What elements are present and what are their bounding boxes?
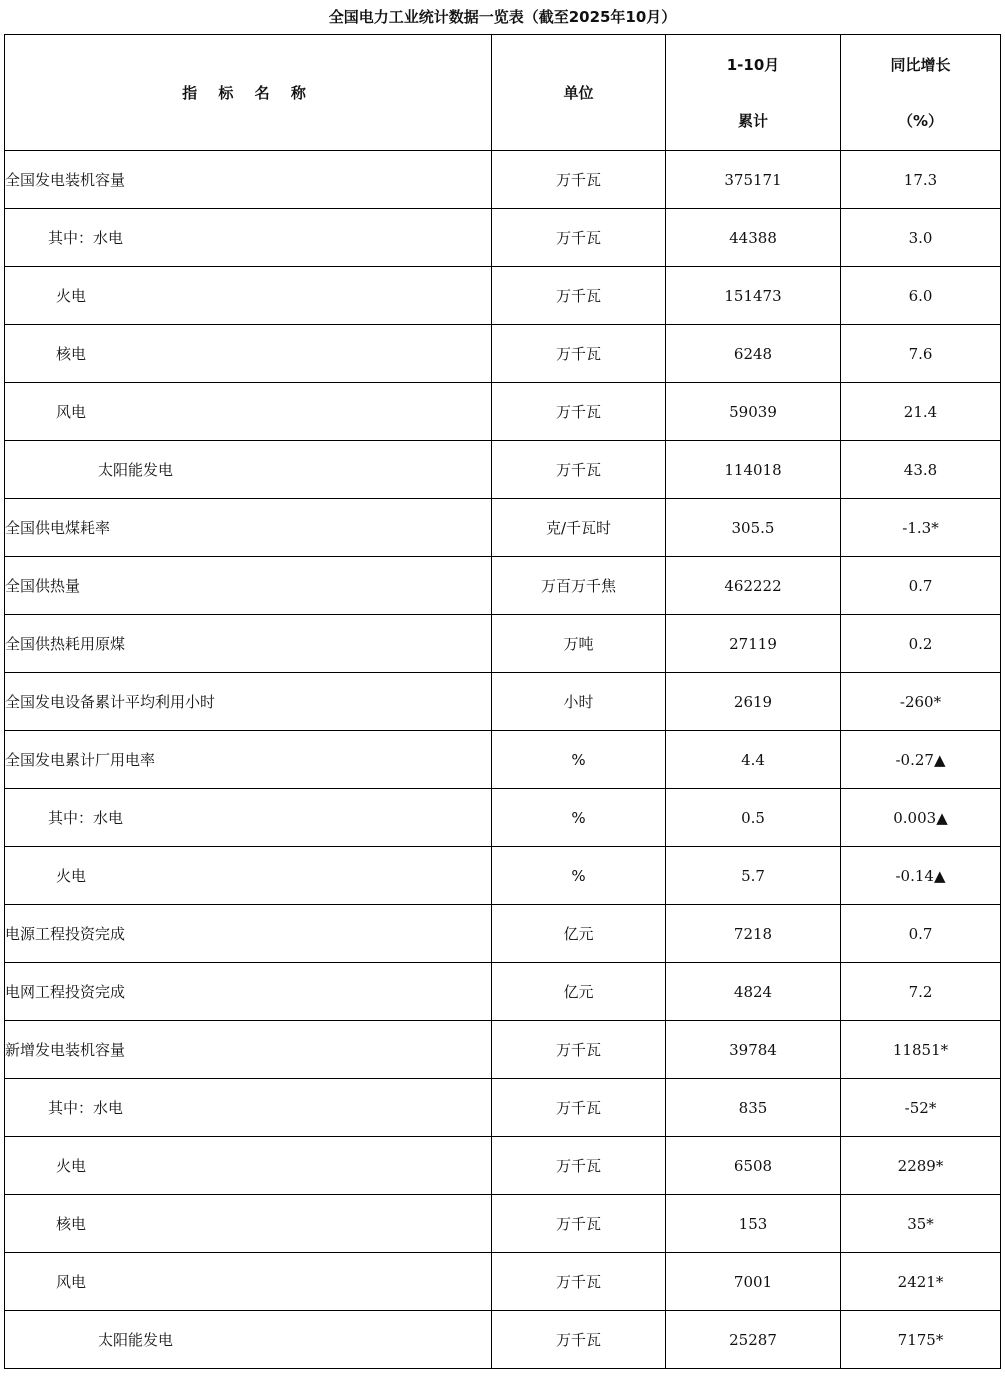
indicator-unit: % bbox=[492, 731, 666, 789]
yoy-growth: 7.6 bbox=[841, 325, 1001, 383]
cumulative-value: 6508 bbox=[666, 1137, 841, 1195]
table-row bbox=[5, 209, 1001, 267]
cumulative-value: 27119 bbox=[666, 615, 841, 673]
yoy-growth: 6.0 bbox=[841, 267, 1001, 325]
indicator-name: 其中：水电 bbox=[5, 1079, 492, 1137]
yoy-growth: 43.8 bbox=[841, 441, 1001, 499]
cumulative-value: 25287 bbox=[666, 1311, 841, 1369]
table-row bbox=[5, 441, 1001, 499]
yoy-growth: 17.3 bbox=[841, 151, 1001, 209]
table-row bbox=[5, 557, 1001, 615]
yoy-growth: -260* bbox=[841, 673, 1001, 731]
cumulative-value: 7218 bbox=[666, 905, 841, 963]
header-cumulative-label: 累计 bbox=[737, 111, 768, 130]
indicator-unit: 万千瓦 bbox=[492, 1021, 666, 1079]
indicator-name: 新增发电装机容量 bbox=[5, 1021, 492, 1079]
indicator-unit: 万千瓦 bbox=[492, 1137, 666, 1195]
cumulative-value: 462222 bbox=[666, 557, 841, 615]
header-cumulative bbox=[666, 35, 841, 151]
yoy-growth: 0.003▲ bbox=[841, 789, 1001, 847]
yoy-growth: 0.7 bbox=[841, 557, 1001, 615]
indicator-name: 火电 bbox=[5, 1137, 492, 1195]
indicator-unit: 万吨 bbox=[492, 615, 666, 673]
yoy-growth: 35* bbox=[841, 1195, 1001, 1253]
indicator-unit: % bbox=[492, 847, 666, 905]
indicator-name: 全国发电累计厂用电率 bbox=[5, 731, 492, 789]
cumulative-value: 59039 bbox=[666, 383, 841, 441]
cumulative-value: 4824 bbox=[666, 963, 841, 1021]
table-row bbox=[5, 1195, 1001, 1253]
yoy-growth: 3.0 bbox=[841, 209, 1001, 267]
indicator-unit: 亿元 bbox=[492, 963, 666, 1021]
indicator-unit: 万千瓦 bbox=[492, 383, 666, 441]
table-row bbox=[5, 267, 1001, 325]
indicator-unit: 小时 bbox=[492, 673, 666, 731]
indicator-name: 风电 bbox=[5, 1253, 492, 1311]
header-unit-label: 单位 bbox=[563, 84, 594, 102]
table-row bbox=[5, 905, 1001, 963]
header-unit bbox=[492, 35, 666, 151]
table-row bbox=[5, 1253, 1001, 1311]
indicator-name: 太阳能发电 bbox=[5, 441, 492, 499]
yoy-growth: 7.2 bbox=[841, 963, 1001, 1021]
indicator-name: 全国供电煤耗率 bbox=[5, 499, 492, 557]
yoy-growth: 0.7 bbox=[841, 905, 1001, 963]
table-row bbox=[5, 1021, 1001, 1079]
table-header-row bbox=[5, 35, 1001, 151]
table-row bbox=[5, 1079, 1001, 1137]
indicator-name: 全国供热耗用原煤 bbox=[5, 615, 492, 673]
indicator-name: 全国发电装机容量 bbox=[5, 151, 492, 209]
indicator-unit: 万千瓦 bbox=[492, 325, 666, 383]
indicator-name: 风电 bbox=[5, 383, 492, 441]
indicator-unit: 万千瓦 bbox=[492, 209, 666, 267]
table-row bbox=[5, 963, 1001, 1021]
table-row bbox=[5, 847, 1001, 905]
indicator-unit: 万千瓦 bbox=[492, 267, 666, 325]
indicator-name: 其中：水电 bbox=[5, 789, 492, 847]
table-row bbox=[5, 325, 1001, 383]
indicator-name: 太阳能发电 bbox=[5, 1311, 492, 1369]
cumulative-value: 39784 bbox=[666, 1021, 841, 1079]
indicator-unit: 万千瓦 bbox=[492, 441, 666, 499]
indicator-name: 全国供热量 bbox=[5, 557, 492, 615]
indicator-unit: 克/千瓦时 bbox=[492, 499, 666, 557]
table-row bbox=[5, 499, 1001, 557]
table-row bbox=[5, 151, 1001, 209]
cumulative-value: 44388 bbox=[666, 209, 841, 267]
indicator-unit: 万千瓦 bbox=[492, 1311, 666, 1369]
cumulative-value: 7001 bbox=[666, 1253, 841, 1311]
cumulative-value: 6248 bbox=[666, 325, 841, 383]
indicator-name: 核电 bbox=[5, 1195, 492, 1253]
header-indicator-name bbox=[5, 35, 492, 151]
indicator-unit: 万百万千焦 bbox=[492, 557, 666, 615]
cumulative-value: 2619 bbox=[666, 673, 841, 731]
indicator-name: 其中：水电 bbox=[5, 209, 492, 267]
yoy-growth: -0.27▲ bbox=[841, 731, 1001, 789]
yoy-growth: 2421* bbox=[841, 1253, 1001, 1311]
indicator-unit: 亿元 bbox=[492, 905, 666, 963]
table-row bbox=[5, 1137, 1001, 1195]
cumulative-value: 835 bbox=[666, 1079, 841, 1137]
cumulative-value: 4.4 bbox=[666, 731, 841, 789]
cumulative-value: 114018 bbox=[666, 441, 841, 499]
yoy-growth: 21.4 bbox=[841, 383, 1001, 441]
indicator-unit: 万千瓦 bbox=[492, 1253, 666, 1311]
header-indicator-name-label: 指 标 名 称 bbox=[182, 84, 314, 102]
table-row bbox=[5, 615, 1001, 673]
cumulative-value: 151473 bbox=[666, 267, 841, 325]
cumulative-value: 0.5 bbox=[666, 789, 841, 847]
indicator-unit: % bbox=[492, 789, 666, 847]
header-cumulative-period: 1-10月 bbox=[726, 55, 780, 74]
table-row bbox=[5, 673, 1001, 731]
yoy-growth: 7175* bbox=[841, 1311, 1001, 1369]
table-row bbox=[5, 731, 1001, 789]
yoy-growth: 2289* bbox=[841, 1137, 1001, 1195]
table-row bbox=[5, 383, 1001, 441]
yoy-growth: 0.2 bbox=[841, 615, 1001, 673]
indicator-name: 核电 bbox=[5, 325, 492, 383]
indicator-name: 电源工程投资完成 bbox=[5, 905, 492, 963]
yoy-growth: 11851* bbox=[841, 1021, 1001, 1079]
indicator-name: 全国发电设备累计平均利用小时 bbox=[5, 673, 492, 731]
header-yoy-unit: （%） bbox=[897, 111, 944, 130]
indicator-unit: 万千瓦 bbox=[492, 151, 666, 209]
indicator-unit: 万千瓦 bbox=[492, 1079, 666, 1137]
indicator-name: 火电 bbox=[5, 267, 492, 325]
cumulative-value: 153 bbox=[666, 1195, 841, 1253]
cumulative-value: 305.5 bbox=[666, 499, 841, 557]
yoy-growth: -52* bbox=[841, 1079, 1001, 1137]
yoy-growth: -1.3* bbox=[841, 499, 1001, 557]
table-row bbox=[5, 1311, 1001, 1369]
statistics-table bbox=[4, 34, 1001, 1369]
indicator-unit: 万千瓦 bbox=[492, 1195, 666, 1253]
header-yoy bbox=[841, 35, 1001, 151]
yoy-growth: -0.14▲ bbox=[841, 847, 1001, 905]
cumulative-value: 5.7 bbox=[666, 847, 841, 905]
cumulative-value: 375171 bbox=[666, 151, 841, 209]
table-row bbox=[5, 789, 1001, 847]
header-yoy-label: 同比增长 bbox=[890, 55, 951, 74]
page-title: 全国电力工业统计数据一览表（截至2025年10月） bbox=[328, 8, 677, 26]
indicator-name: 电网工程投资完成 bbox=[5, 963, 492, 1021]
indicator-name: 火电 bbox=[5, 847, 492, 905]
